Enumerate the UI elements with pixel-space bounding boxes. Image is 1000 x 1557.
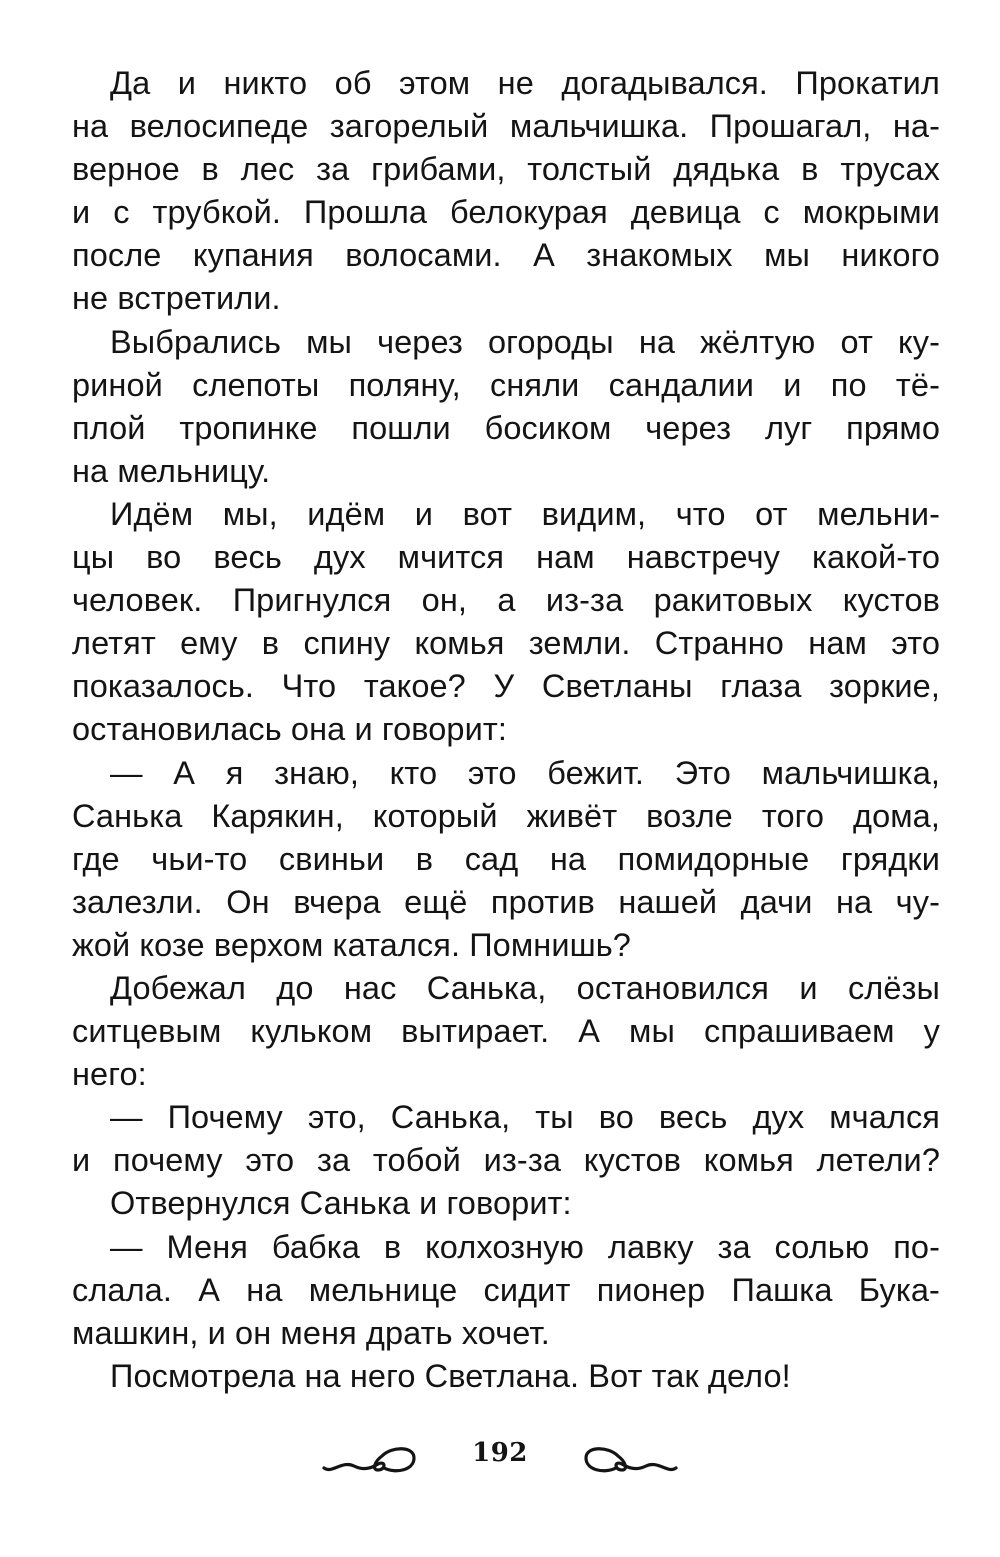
page-footer <box>0 1430 1000 1486</box>
text-line: после купания волосами. А знакомых мы никого <box>72 237 940 274</box>
text-line: человек. Пригнулся он, а из-за ракитовых кустов <box>72 582 940 619</box>
text-line: риной слепоты поляну, сняли сандалии и по тё- <box>72 366 940 403</box>
flourish-left-icon <box>320 1434 420 1478</box>
text-line: — Меня бабка в колхозную лавку за солью по- <box>110 1228 940 1265</box>
text-line: цы во весь дух мчится нам навстречу какой-то <box>72 539 940 576</box>
text-line: слала. А на мельнице сидит пионер Пашка Бука- <box>72 1271 940 1308</box>
text-line: Выбрались мы через огороды на жёлтую от ку- <box>110 323 940 360</box>
text-line: и с трубкой. Прошла белокурая девица с мокрыми <box>72 194 940 231</box>
text-line: плой тропинке пошли босиком через луг прямо <box>72 409 940 446</box>
text-line: верное в лес за грибами, толстый дядька в трусах <box>72 151 940 188</box>
text-line: — Почему это, Санька, ты во весь дух мчался <box>110 1099 940 1136</box>
text-line: показалось. Что такое? У Светланы глаза зоркие, <box>72 668 940 705</box>
text-line: не встретили. <box>72 280 281 317</box>
flourish-right-icon <box>580 1434 680 1478</box>
text-line: остановилась она и говорит: <box>72 711 507 748</box>
text-line: машкин, и он меня драть хочет. <box>72 1314 550 1351</box>
text-line: жой козе верхом катался. Помнишь? <box>72 926 631 963</box>
text-line: Санька Карякин, который живёт возле того дома, <box>72 797 940 834</box>
text-line: Добежал до нас Санька, остановился и слёзы <box>110 969 940 1006</box>
text-line: и почему это за тобой из-за кустов комья летели? <box>72 1142 940 1179</box>
text-line: него: <box>72 1056 147 1093</box>
text-line: Отвернулся Санька и говорит: <box>110 1185 572 1222</box>
text-line: на велосипеде загорелый мальчишка. Прошагал, на- <box>72 108 940 145</box>
page-number: 192 <box>472 1438 528 1468</box>
text-line: ситцевым кульком вытирает. А мы спрашиваем у <box>72 1013 940 1050</box>
book-page-text <box>72 62 940 1398</box>
text-line: где чьи-то свиньи в сад на помидорные грядки <box>72 840 940 877</box>
text-line: Идём мы, идём и вот видим, что от мельни- <box>110 495 940 532</box>
text-line: Да и никто об этом не догадывался. Прокатил <box>110 65 940 101</box>
text-line: летят ему в спину комья земли. Странно нам это <box>72 625 940 662</box>
text-line: Посмотрела на него Светлана. Вот так дело! <box>110 1357 791 1394</box>
text-line: — А я знаю, кто это бежит. Это мальчишка, <box>110 754 940 791</box>
text-line: на мельницу. <box>72 452 271 489</box>
text-line: залезли. Он вчера ещё против нашей дачи на чу- <box>72 883 940 920</box>
